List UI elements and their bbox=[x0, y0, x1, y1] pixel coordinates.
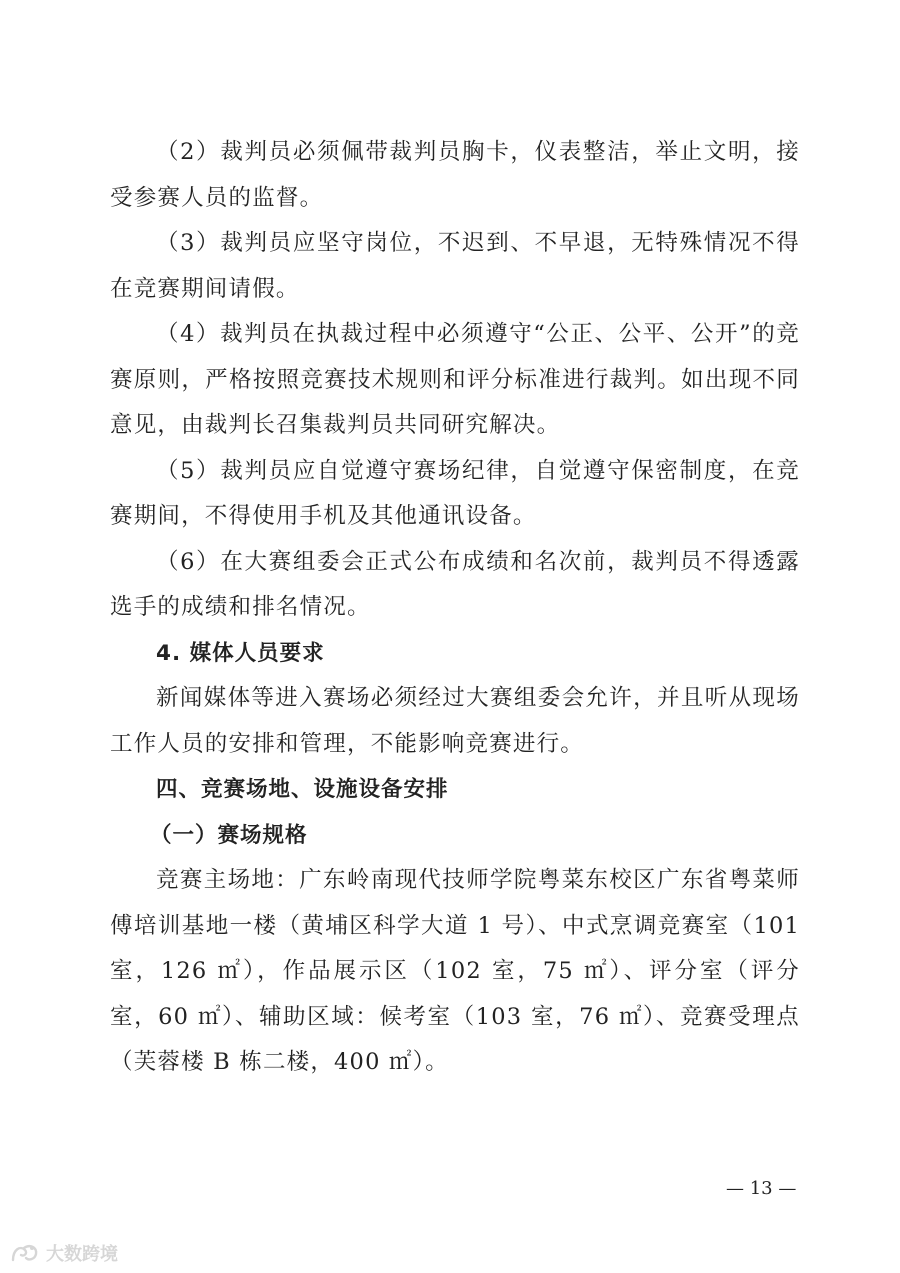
paragraph-judge-discipline: （5）裁判员应自觉遵守赛场纪律，自觉遵守保密制度，在竞赛期间，不得使用手机及其他通讯设备。 bbox=[110, 457, 800, 529]
paragraph-judge-badge: （2）裁判员必须佩带裁判员胸卡，仪表整洁，举止文明，接受参赛人员的监督。 bbox=[110, 139, 800, 211]
paragraph-judge-principles: （4）裁判员在执裁过程中必须遵守“公正、公平、公开”的竞赛原则，严格按照竞赛技术规则和评分标准进行裁判。如出现不同意见，由裁判长召集裁判员共同研究解决。 bbox=[110, 321, 800, 438]
paragraph-venue: 竞赛主场地：广东岭南现代技师学院粤菜东校区广东省粤菜师傅培训基地一楼（黄埔区科学大道 1 号）、中式烹调竞赛室（101 室，126 ㎡），作品展示区（102 室，75 ㎡）、评分室（评分室，60 ㎡）、辅助区域：候考室（103 室，76 ㎡）、竞赛受理点（芙蓉楼 B 栋二楼，400 ㎡）。 bbox=[110, 867, 800, 1075]
heading-venue-spec: （一）赛场规格 bbox=[150, 822, 308, 848]
heading-section-four: 四、竞赛场地、设施设备安排 bbox=[156, 777, 449, 802]
paragraph-media: 新闻媒体等进入赛场必须经过大赛组委会允许，并且听从现场工作人员的安排和管理，不能影响竞赛进行。 bbox=[110, 685, 800, 757]
page-number: — 13 — bbox=[726, 1178, 797, 1199]
watermark-text: 大数跨境 bbox=[46, 1244, 118, 1265]
brand-logo-icon bbox=[10, 1242, 40, 1264]
document-body bbox=[110, 130, 800, 1086]
paragraph-judge-post: （3）裁判员应坚守岗位，不迟到、不早退，无特殊情况不得在竞赛期间请假。 bbox=[110, 230, 800, 302]
heading-media-requirements: 4. 媒体人员要求 bbox=[156, 640, 325, 666]
watermark bbox=[10, 1240, 118, 1266]
paragraph-judge-confidentiality: （6）在大赛组委会正式公布成绩和名次前，裁判员不得透露选手的成绩和排名情况。 bbox=[110, 548, 800, 620]
